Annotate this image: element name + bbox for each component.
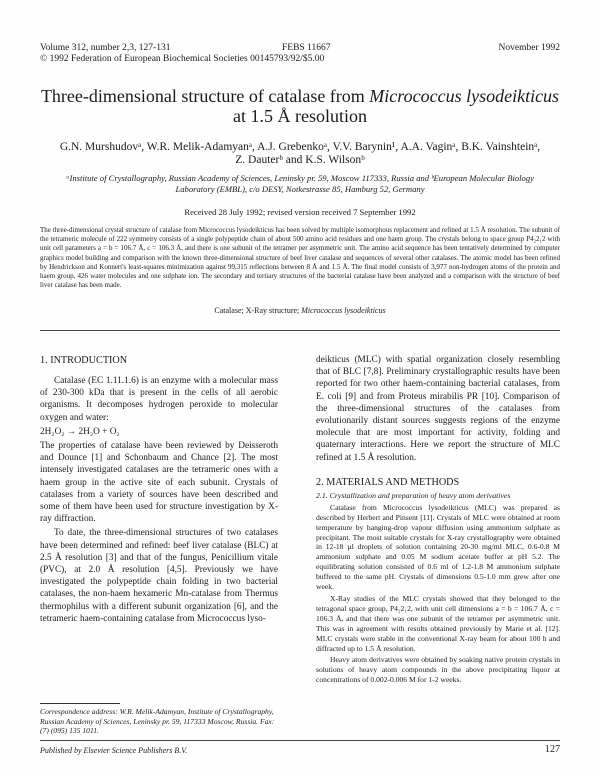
abstract: The three-dimensional crystal structure of catalase from Micrococcus lysodeikticus has been solved by multiple isomorphous replacement and refined at 1.5 Å resolution. The subunit of the tetrameric molecule of 222 symmetry consists of a single polypeptide chain of about 500 amino acid residues and one haem group. The crystals belong to space group P4₂2₁2 with unit cell parameters a = b = 106.7 Å, c = 106.3 Å, and there is one subunit of the tetramer per asymmetric unit. The amino acid sequence has been tentatively determined by computer graphics model building and comparison with the known three-dimensional structure of beef liver catalase and sequences of several other catalases. The atomic model has been refined by Hendrickson and Konnert's least-squares minimization against 99,315 reflections between 8 Å and 1.5 Å. The final model consists of 3,977 non-hydrogen atoms of the protein and haem group, 426 water molecules and one sulphate ion. The secondary and tertiary structures of the bacterial catalase have been analyzed and a comparison with the structure of beef liver catalase has been made. [40, 226, 560, 290]
publisher-line: Published by Elsevier Science Publishers B.V. [40, 746, 188, 755]
reaction-equation: 2H₂O₂ → 2H₂O + O₂ [40, 426, 120, 437]
journal-id: FEBS 11667 [282, 43, 331, 53]
issue-date: November 1992 [498, 43, 560, 53]
page-number: 127 [545, 744, 560, 755]
volume-info: Volume 312, number 2,3, 127-131 [40, 43, 171, 53]
header-divider [40, 330, 560, 331]
right-column [316, 354, 560, 687]
intro-continuation: deikticus (MLC) with spatial organization closely resembling that of BLC [7,8]. Preliminary crystallographic results have been reported for two other haem-containing bacterial catalases, from E. coli [9] and from Proteus mirabilis PR [10]. Comparison of the three-dimensional structures of the catalases from evolutionarily distant sources suggests regions of the enzyme molecule that are most important for activity, folding and quaternary interactions. Here we report the structure of MLC refined at 1.5 Å resolution. [316, 355, 560, 463]
affiliations: ᵃInstitute of Crystallography, Russian Academy of Sciences, Leninsky pr. 59, Moscow 117333, Russia and ᵇEuropean Molecular Biology Laboratory (EMBL), c/o DESY, Notkestrasse 85, Hamburg 52, Germany [66, 173, 534, 194]
methods-paragraph-1: Catalase from Micrococcus lysodeikticus (MLC) was prepared as described by Herbert and Pinsent [11]. Crystals of MLC were obtained at room temperature by hanging-drop vapour diffusion using ammonium sulphate as precipitant. The most suitable crystals for X-ray crystallography were obtained in 12-18 µl droplets of solution containing 20-30 mg/ml MLC, 0.6-0.8 M ammonium sulphate and 0.05 M sodium acetate buffer at pH 5.2. The equilibrating solution consisted of 0.6 ml of 1.2-1.8 M ammonium sulphate buffered to the same pH. Crystals of dimensions 0.5-1.0 mm grew after one week. [316, 502, 560, 592]
title-line1: Three-dimensional structure of catalase from [40, 86, 370, 106]
intro-heading: 1. INTRODUCTION [40, 355, 128, 366]
methods-paragraph-2: X-Ray studies of the MLC crystals showed that they belonged to the tetragonal space group, P4₂2₁2, with unit cell dimensions a = b = 106.7 Å, c = 106.3 Å, and that there was one subunit of the tetramer per asymmetric unit. This was in agreement with results obtained previously by Marie et al. [12]. MLC crystals were stable in the conventional X-ray beam for about 100 h and diffracted up to 1.5 Å resolution. [316, 593, 560, 653]
intro-paragraph-2: The properties of catalase have been reviewed by Deisseroth and Dounce [1] and Schonbaum and Chance [2]. The most intensely investigated catalases are the tetrameric ones with a haem group in the active site of each subunit. Crystals of catalases from a variety of sources have been described and some of them have been used for structure investigation by X-ray diffraction. [40, 441, 278, 525]
paper-title [40, 86, 560, 126]
methods-paragraph-3: Heavy atom derivatives were obtained by soaking native protein crystals in solutions of heavy atom compounds in the above precipitating liquor at concentrations of 0.002-0.006 M for 1-2 weeks. [316, 655, 560, 685]
intro-paragraph-1: Catalase (EC 1.11.1.6) is an enzyme with a molecular mass of 230-300 kDa that is present in the cells of all aerobic organisms. It decomposes hydrogen peroxide to molecular oxygen and water: [40, 376, 278, 423]
intro-paragraph-3: To date, the three-dimensional structures of two catalases have been determined and refined: beef liver catalase (BLC) at 2.5 Å resolution [3] and that of the fungus, Penicillium vitale (PVC), at 2.0 Å resolution [4,5]. Previously we have investigated the polypeptide chain folding in two bacterial catalases, the non-haem hexameric Mn-catalase from Thermus thermophilus with a different subunit organization [6], and the tetrameric haem-containing catalase from Micrococcus lyso- [40, 528, 278, 624]
keywords-text: Catalase; X-Ray structure; [214, 306, 302, 315]
copyright-line: © 1992 Federation of European Biochemical Societies 00145793/92/$5.00 [40, 54, 325, 64]
keywords-organism: Micrococcus lysodeikticus [301, 306, 386, 315]
received-dates: Received 28 July 1992; revised version received 7 September 1992 [184, 207, 416, 217]
methods-body [316, 503, 560, 685]
title-line2: at 1.5 Å resolution [233, 106, 367, 126]
author-list [40, 141, 560, 167]
left-column [40, 354, 278, 627]
keywords [40, 306, 560, 315]
correspondence-footnote: Correspondence address: W.R. Melik-Adamyan, Institute of Crystallography, Russian Academy of Sciences, Leninsky pr. 59, 117333 Moscow, Russia. Fax: (7) (095) 135 1011. [40, 707, 275, 735]
footer-divider [40, 740, 560, 741]
footnote-rule [40, 703, 120, 704]
methods-subheading: 2.1. Crystallization and preparation of heavy atom derivatives [316, 490, 511, 500]
authors-line2: Z. Dauterᵇ and K.S. Wilsonᵇ [235, 154, 365, 166]
title-organism: Micrococcus lysodeikticus [369, 86, 560, 106]
authors-line1: G.N. Murshudovᵃ, W.R. Melik-Adamyanᵃ, A.J. Grebenkoᵃ, V.V. Barynin¹, A.A. Vaginᵃ, B.K. Vainshteinᵃ, [59, 141, 541, 153]
methods-heading: 2. MATERIALS AND METHODS [316, 476, 460, 488]
